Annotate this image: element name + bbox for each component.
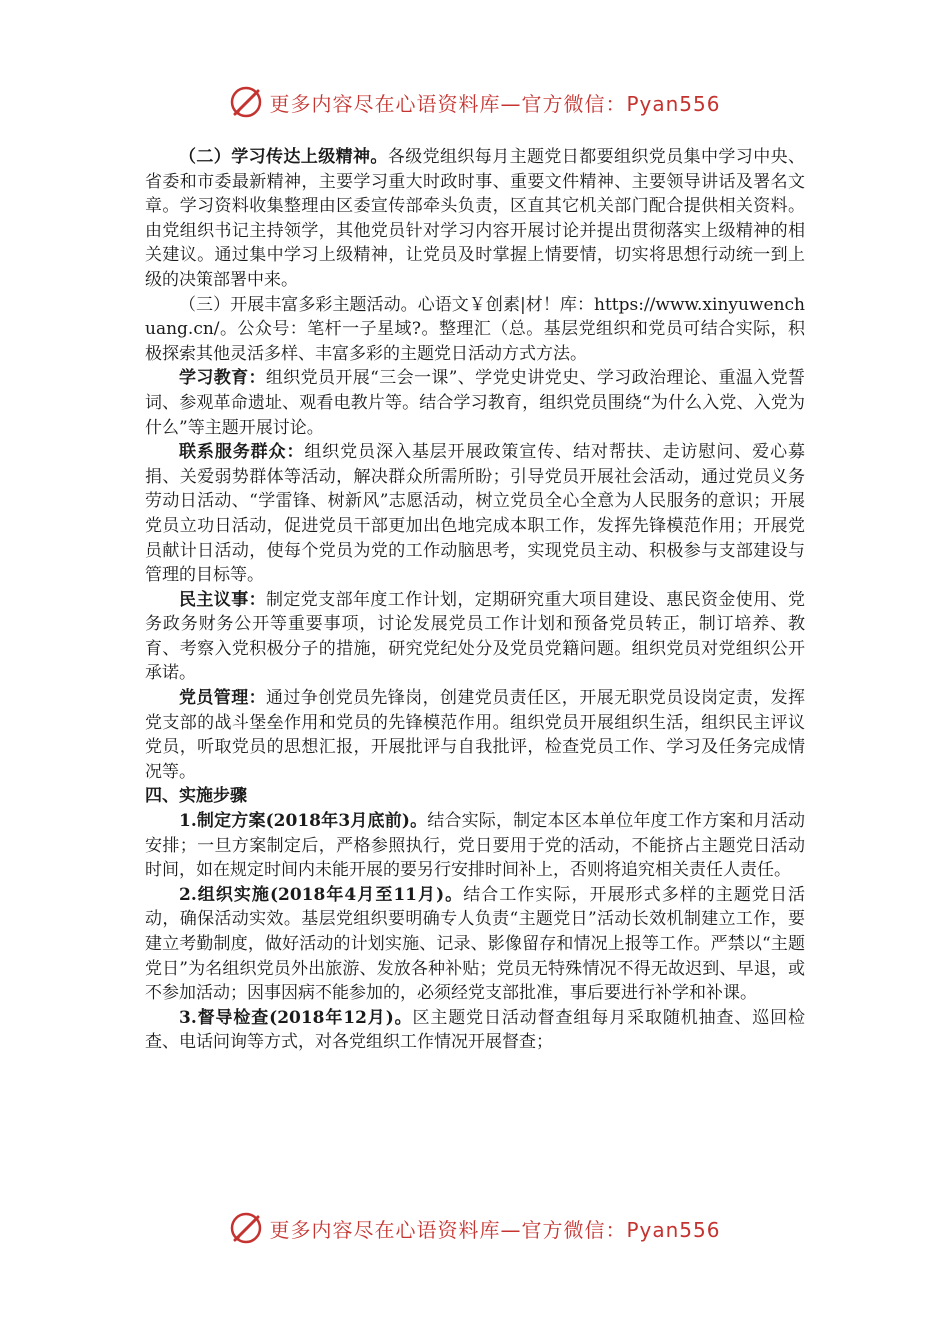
text-service: 组织党员深入基层开展政策宣传、结对帮扶、走访慰问、爱心募捐、关爱弱势群体等活动，解决群众所需所盼；引导党员开展社会活动，通过党员义务劳动日活动、“学雷锋、树新风”志愿活动，树立党员全心全意为人民服务的意识；开展党员立功日活动，促进党员干部更加出色地完成本职工作，发挥先锋模范作用；开展党员献计日活动，使每个党员为党的工作动脑思考，实现党员主动、积极参与支部建设与管理的目标等。 bbox=[145, 442, 806, 586]
header-banner bbox=[0, 82, 950, 122]
label-study: 学习教育： bbox=[179, 368, 266, 389]
heading-section-4: 四、实施步骤 bbox=[145, 786, 247, 807]
pen-in-circle-logo-icon bbox=[229, 1211, 263, 1245]
text-section-2: 各级党组织每月主题党日都要组织党员集中学习中央、省委和市委最新精神，主要学习重大时政时事、重要文件精神、主要领导讲话及署名文章。学习资料收集整理由区委宣传部牵头负责，区直其它机关部门配合提供相关资料。由党组织书记主持领学，其他党员针对学习内容开展讨论并提出贯彻落实上级精神的相关建议。通过集中学习上级精神，让党员及时掌握上情要情，切实将思想行动统一到上级的决策部署中来。 bbox=[145, 147, 806, 290]
pen-in-circle-logo-icon bbox=[229, 85, 263, 119]
label-service: 联系服务群众： bbox=[179, 442, 305, 463]
text-management: 通过争创党员先锋岗，创建党员责任区，开展无职党员设岗定责，发挥党支部的战斗堡垒作用和党员的先锋模范作用。组织党员开展组织生活，组织民主评议党员，听取党员的思想汇报，开展批评与自我批评，检查党员工作、学习及任务完成情况等。 bbox=[145, 688, 805, 782]
text-section-3: （三）开展丰富多彩主题活动。心语文￥创素|材！库：https://www.xinyuwenchuang.cn/。公众号：笔杆一子星域?。整理汇（总。基层党组织和党员可结合实际，积极探索其他灵活多样、丰富多彩的主题党日活动方式方法。 bbox=[145, 294, 805, 364]
document-body bbox=[145, 145, 805, 1055]
paragraph-management bbox=[145, 686, 805, 784]
text-step-2: 结合工作实际，开展形式多样的主题党日活动，确保活动实效。基层党组织要明确专人负责“主题党日”活动长效机制建立工作，要建立考勤制度，做好活动的计划实施、记录、影像留存和情况上报等工作。严禁以“主题党日”为名组织党员外出旅游、发放各种补贴；党员无特殊情况不得无故迟到、早退，或不参加活动；因事因病不能参加的，必须经党支部批准，事后要进行补学和补课。 bbox=[145, 884, 805, 1004]
label-management: 党员管理： bbox=[179, 688, 266, 709]
text-step-3: 区主题党日活动督查组每月采取随机抽查、巡回检查、电话问询等方式，对各党组织工作情况开展督查； bbox=[145, 1007, 805, 1053]
text-democracy: 制定党支部年度工作计划，定期研究重大项目建设、惠民资金使用、党务政务财务公开等重要事项，讨论发展党员工作计划和预备党员转正，制订培养、教育、考察入党积极分子的措施，研究党纪处分及党员党籍问题。组织党员对党组织公开承诺。 bbox=[145, 589, 805, 684]
paragraph-section-3 bbox=[145, 293, 805, 367]
footer-banner bbox=[0, 1208, 950, 1248]
banner-text-footer: 更多内容尽在心语资料库—官方微信：Pyan556 bbox=[269, 1217, 721, 1242]
banner-text: 更多内容尽在心语资料库—官方微信：Pyan556 bbox=[269, 91, 721, 116]
paragraph-democracy bbox=[145, 588, 805, 686]
text-step-1: 结合实际，制定本区本单位年度工作方案和月活动安排；一旦方案制定后，严格参照执行，党日要用于党的活动，不能挤占主题党日活动时间，如在规定时间内未能开展的要另行安排时间补上，否则将追究相关责任人责任。 bbox=[145, 811, 805, 881]
paragraph-service bbox=[145, 440, 805, 588]
label-democracy: 民主议事： bbox=[179, 589, 266, 610]
paragraph-section-2 bbox=[145, 145, 805, 293]
paragraph-step-2 bbox=[145, 883, 805, 1006]
label-step-3: 3.督导检查(2018年12月)。 bbox=[179, 1007, 413, 1028]
paragraph-step-1 bbox=[145, 809, 805, 883]
paragraph-study bbox=[145, 366, 805, 440]
paragraph-step-3 bbox=[145, 1006, 805, 1055]
heading-section-2: （二）学习传达上级精神。 bbox=[179, 147, 388, 167]
label-step-1: 1.制定方案(2018年3月底前)。 bbox=[179, 811, 428, 832]
label-step-2: 2.组织实施(2018年4月至11月)。 bbox=[179, 884, 464, 905]
text-study: 组织党员开展“三会一课”、学党史讲党史、学习政治理论、重温入党誓词、参观革命遗址、观看电教片等。结合学习教育，组织党员围绕“为什么入党、入党为什么”等主题开展讨论。 bbox=[145, 368, 805, 438]
